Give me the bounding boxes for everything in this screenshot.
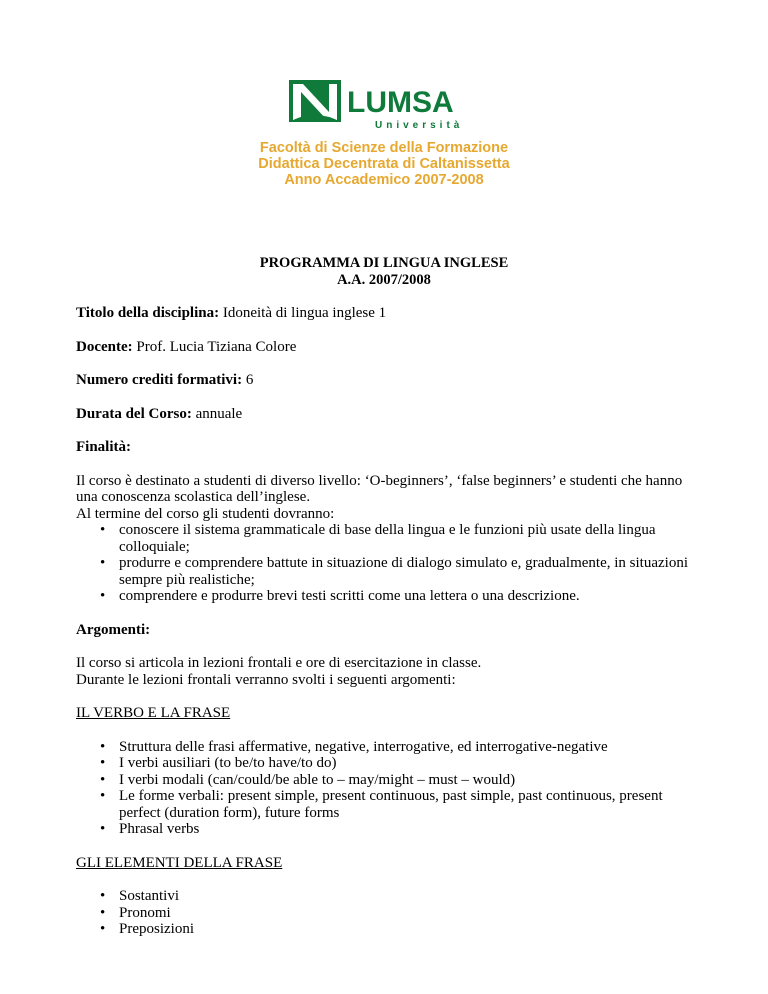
list-item: • Preposizioni [76, 921, 696, 938]
document-body [76, 305, 696, 938]
list-item: • comprendere e produrre brevi testi scritti come una lettera o una descrizione. [76, 588, 696, 605]
field-label: Docente: [76, 338, 133, 355]
finalita-heading: Finalità: [76, 439, 131, 455]
field-duration [76, 406, 696, 423]
list-item: • conoscere il sistema grammaticale di base della lingua e le funzioni più usate della lingua colloquiale; [76, 522, 696, 555]
list-item: • Pronomi [76, 905, 696, 922]
field-value: Idoneità di lingua inglese 1 [219, 305, 387, 321]
faculty-location: Didattica Decentrata di Caltanissetta [258, 156, 510, 172]
list-item: • I verbi ausiliari (to be/to have/to do) [76, 755, 696, 772]
field-label: Titolo della disciplina: [76, 305, 220, 321]
field-label: Durata del Corso: [76, 405, 192, 422]
faculty-heading [0, 140, 768, 188]
field-value: annuale [191, 405, 243, 422]
list-item: • Sostantivi [76, 888, 696, 905]
section-heading-verbo: IL VERBO E LA FRASE [76, 705, 231, 721]
program-title-text: PROGRAMMA DI LINGUA INGLESE [259, 255, 509, 271]
program-year: A.A. 2007/2008 [337, 271, 431, 288]
list-item: • Phrasal verbs [76, 821, 696, 838]
list-item: • produrre e comprendere battute in situazione di dialogo simulato e, gradualmente, in situazioni sempre più realistiche; [76, 555, 696, 588]
list-item: • Le forme verbali: present simple, present continuous, past simple, past continuous, present perfect (duration form), future forms [76, 788, 696, 821]
lumsa-logo-icon [289, 78, 479, 133]
elementi-list [76, 888, 696, 938]
finalita-intro: Il corso è destinato a studenti di diverso livello: ‘O-beginners’, ‘false beginners’ e studenti che hanno una conoscenza scolastica dell’inglese. [76, 472, 683, 505]
argomenti-line: Il corso si articola in lezioni frontali e ore di esercitazione in classe. [76, 655, 482, 671]
argomenti-heading: Argomenti: [76, 621, 151, 638]
field-value: 6 [242, 372, 254, 388]
logo-brand: LUMSA [347, 86, 454, 119]
section-heading-elementi: GLI ELEMENTI DELLA FRASE [76, 854, 283, 871]
finalita-list [76, 522, 696, 605]
field-value: Prof. Lucia Tiziana Colore [132, 338, 297, 355]
university-logo [289, 78, 479, 133]
program-title [0, 255, 768, 288]
field-label: Numero crediti formativi: [76, 372, 243, 388]
academic-year: Anno Accademico 2007-2008 [284, 172, 484, 188]
field-credits [76, 372, 696, 389]
list-item: • Struttura delle frasi affermative, negative, interrogative, ed interrogative-negative [76, 739, 696, 756]
field-title [76, 305, 696, 322]
field-teacher [76, 339, 696, 356]
verbo-list [76, 739, 696, 838]
finalita-lead: Al termine del corso gli studenti dovranno: [76, 505, 335, 522]
argomenti-line: Durante le lezioni frontali verranno svolti i seguenti argomenti: [76, 671, 456, 688]
logo-subtitle: Università [375, 120, 464, 131]
list-item: • I verbi modali (can/could/be able to – may/might – must – would) [76, 772, 696, 789]
faculty-name: Facoltà di Scienze della Formazione [259, 140, 509, 156]
